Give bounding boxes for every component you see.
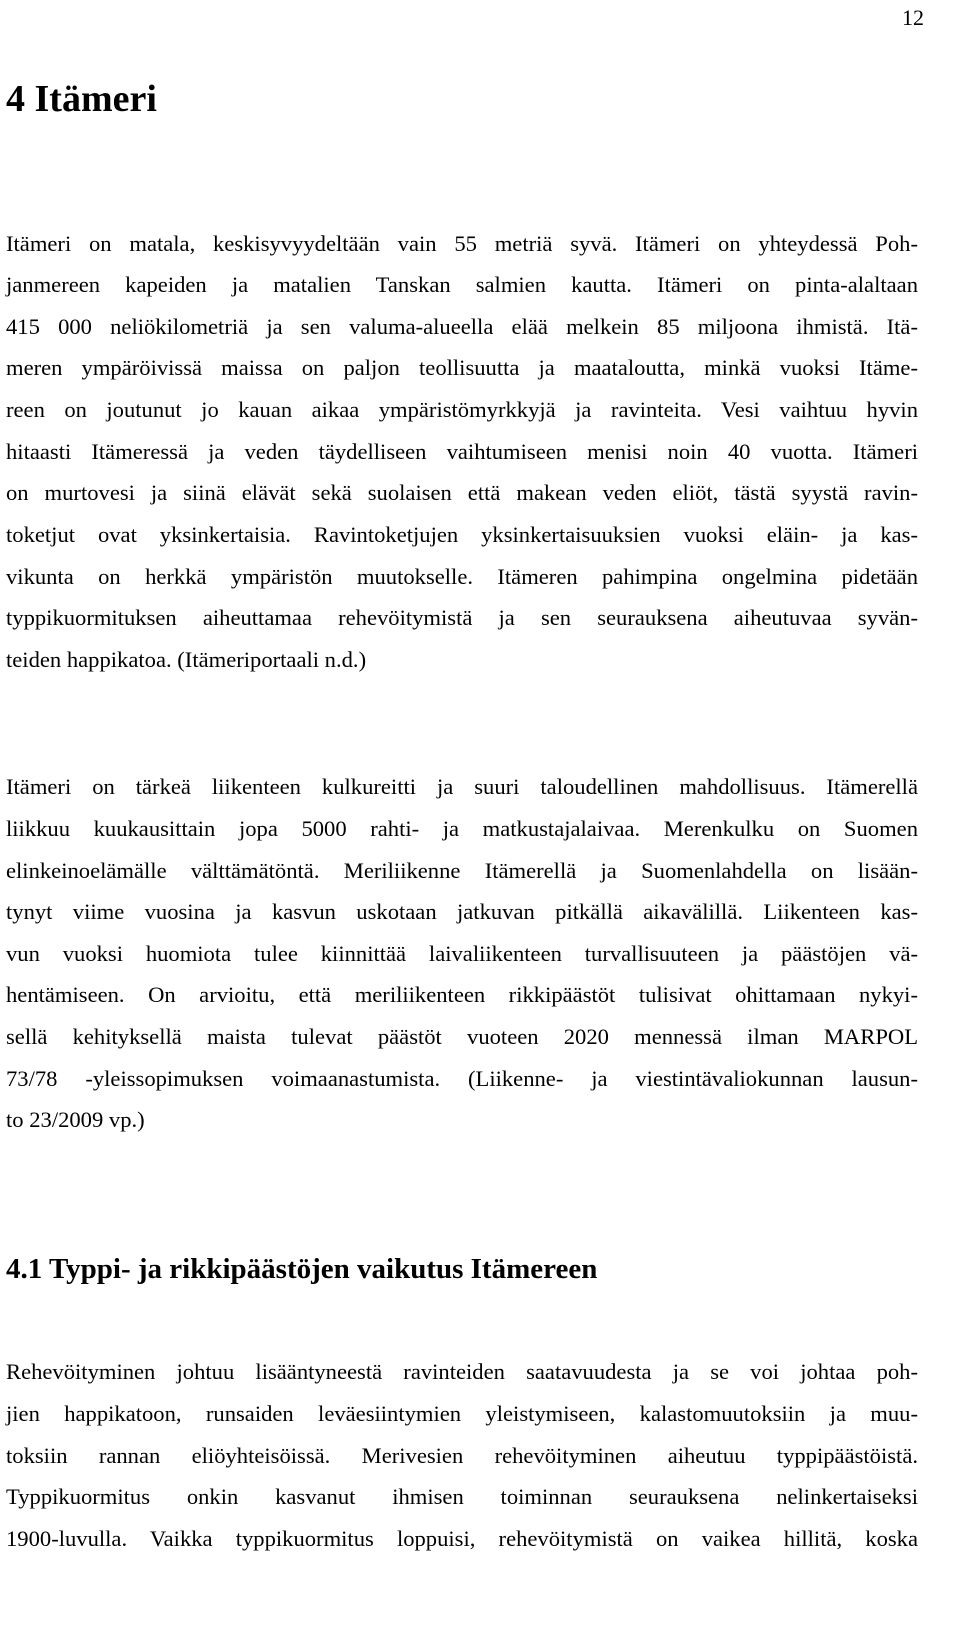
paragraph-line: vun vuoksi huomiota tulee kiinnittää laivaliikenteen turvallisuuteen ja päästöjen vä- bbox=[6, 941, 918, 966]
paragraph-line: elinkeinoelämälle välttämätöntä. Meriliikenne Itämerellä ja Suomenlahdella on lisään- bbox=[6, 858, 918, 883]
paragraph-line: vikunta on herkkä ympäristön muutokselle. Itämeren pahimpina ongelmina pidetään bbox=[6, 564, 918, 589]
section-heading: 4.1 Typpi- ja rikkipäästöjen vaikutus Itämereen bbox=[6, 1253, 598, 1285]
paragraph-line: toksiin rannan eliöyhteisöissä. Merivesien rehevöityminen aiheutuu typpipäästöistä. bbox=[6, 1443, 918, 1468]
paragraph-line: 415 000 neliökilometriä ja sen valuma-alueella elää melkein 85 miljoona ihmistä. Itä- bbox=[6, 314, 918, 339]
paragraph-line: reen on joutunut jo kauan aikaa ympäristömyrkkyjä ja ravinteita. Vesi vaihtuu hyvin bbox=[6, 397, 918, 422]
paragraph-line: liikkuu kuukausittain jopa 5000 rahti- ja matkustajalaivaa. Merenkulku on Suomen bbox=[6, 816, 918, 841]
paragraph-line: hentämiseen. On arvioitu, että meriliikenteen rikkipäästöt tulisivat ohittamaan nykyi- bbox=[6, 982, 918, 1007]
paragraph-line: on murtovesi ja siinä elävät sekä suolaisen että makean veden eliöt, tästä syystä ravin- bbox=[6, 480, 918, 505]
paragraph-line: to 23/2009 vp.) bbox=[6, 1107, 145, 1132]
paragraph-line: meren ympäröivissä maissa on paljon teollisuutta ja maataloutta, minkä vuoksi Itäme- bbox=[6, 355, 918, 380]
paragraph-line: sellä kehityksellä maista tulevat päästöt vuoteen 2020 mennessä ilman MARPOL bbox=[6, 1024, 918, 1049]
paragraph-line: hitaasti Itämeressä ja veden täydelliseen vaihtumiseen menisi noin 40 vuotta. Itämeri bbox=[6, 439, 918, 464]
paragraph-line: typpikuormituksen aiheuttamaa rehevöitymistä ja sen seurauksena aiheutuvaa syvän- bbox=[6, 605, 918, 630]
page-number: 12 bbox=[902, 5, 924, 30]
paragraph-line: tynyt viime vuosina ja kasvun uskotaan jatkuvan pitkällä aikavälillä. Liikenteen kas- bbox=[6, 899, 918, 924]
paragraph-line: toketjut ovat yksinkertaisia. Ravintoketjujen yksinkertaisuuksien vuoksi eläin- ja kas- bbox=[6, 522, 918, 547]
paragraph-line: janmereen kapeiden ja matalien Tanskan salmien kautta. Itämeri on pinta-alaltaan bbox=[6, 272, 918, 297]
paragraph-line: 1900-luvulla. Vaikka typpikuormitus loppuisi, rehevöitymistä on vaikea hillitä, koska bbox=[6, 1526, 918, 1551]
paragraph-line: Typpikuormitus onkin kasvanut ihmisen toiminnan seurauksena nelinkertaiseksi bbox=[6, 1484, 918, 1509]
paragraph-line: 73/78 -yleissopimuksen voimaanastumista. (Liikenne- ja viestintävaliokunnan lausun- bbox=[6, 1066, 918, 1091]
chapter-heading: 4 Itämeri bbox=[6, 78, 157, 120]
paragraph-line: teiden happikatoa. (Itämeriportaali n.d.) bbox=[6, 647, 367, 672]
paragraph-line: Itämeri on matala, keskisyvyydeltään vain 55 metriä syvä. Itämeri on yhteydessä Poh- bbox=[6, 231, 918, 256]
paragraph-line: jien happikatoon, runsaiden leväesiintymien yleistymiseen, kalastomuutoksiin ja muu- bbox=[6, 1401, 918, 1426]
paragraph-line: Rehevöityminen johtuu lisääntyneestä ravinteiden saatavuudesta ja se voi johtaa poh- bbox=[6, 1359, 918, 1384]
paragraph-line: Itämeri on tärkeä liikenteen kulkureitti ja suuri taloudellinen mahdollisuus. Itämerellä bbox=[6, 774, 918, 799]
